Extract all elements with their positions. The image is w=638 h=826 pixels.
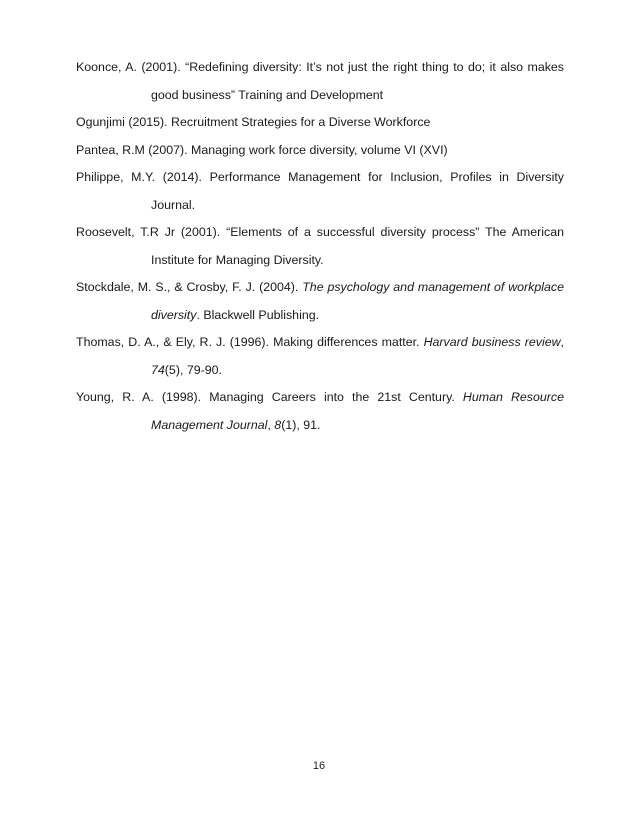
- reference-text: Roosevelt, T.R Jr (2001). “Elements of a successful diversity process” The American Institute for Managing Diversity.: [76, 225, 564, 267]
- reference-comma: ,: [267, 417, 275, 432]
- reference-entry-koonce: [76, 54, 564, 109]
- reference-text: Young, R. A. (1998). Managing Careers into the 21st Century.: [76, 390, 463, 404]
- page-number: 16: [312, 760, 326, 772]
- reference-text: Stockdale, M. S., & Crosby, F. J. (2004).: [76, 280, 303, 294]
- reference-text: Philippe, M.Y. (2014). Performance Management for Inclusion, Profiles in Diversity Journal.: [76, 170, 564, 212]
- reference-entry-philippe: [76, 164, 564, 219]
- reference-list: [76, 54, 564, 439]
- reference-entry-pantea: [76, 137, 564, 165]
- reference-text: Thomas, D. A., & Ely, R. J. (1996). Making differences matter.: [76, 335, 424, 349]
- reference-text: Koonce, A. (2001). “Redefining diversity: It’s not just the right thing to do; it also makes good business” Training and Development: [76, 60, 564, 102]
- reference-text-after: (1), 91.: [281, 417, 321, 432]
- reference-entry-stockdale: [76, 274, 564, 329]
- reference-text: Ogunjimi (2015). Recruitment Strategies for a Diverse Workforce: [76, 115, 431, 129]
- reference-entry-ogunjimi: [76, 109, 564, 137]
- reference-text-after: . Blackwell Publishing.: [196, 307, 320, 322]
- reference-title-italic: The psychology and management of workplace diversity: [151, 280, 564, 322]
- reference-comma: ,: [560, 335, 564, 349]
- reference-entry-roosevelt: [76, 219, 564, 274]
- reference-journal-italic: Human Resource Management Journal: [151, 390, 564, 432]
- reference-volume-italic: 8: [274, 417, 282, 432]
- reference-text: Pantea, R.M (2007). Managing work force diversity, volume VI (XVI): [76, 142, 448, 157]
- reference-entry-thomas: [76, 329, 564, 384]
- reference-text-after: (5), 79-90.: [164, 362, 222, 377]
- reference-journal-italic: Harvard business review: [423, 335, 561, 349]
- reference-volume-italic: 74: [151, 362, 165, 377]
- reference-entry-young: [76, 384, 564, 439]
